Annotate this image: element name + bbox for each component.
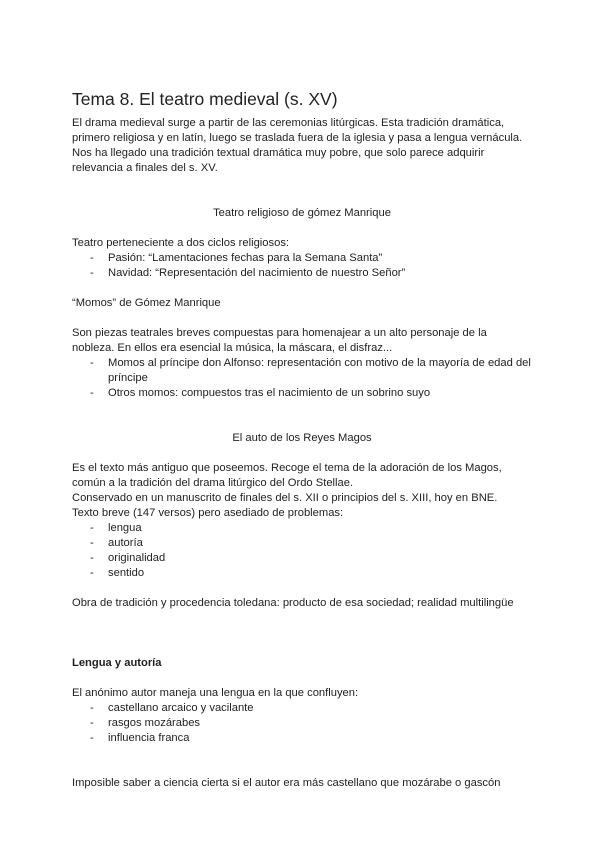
list-item: - rasgos mozárabes	[90, 717, 201, 729]
section-heading-lengua: Lengua y autoría	[72, 657, 162, 669]
list-item: - originalidad	[90, 552, 166, 564]
momos-lead: Son piezas teatrales breves compuestas para homenajear a un alto personaje de la nobleza. En ellos era esencial la música, la máscara, el disfraz...	[72, 327, 487, 354]
list-item: - influencia franca	[90, 732, 190, 744]
list-item: - Navidad: “Representación del nacimiento de nuestro Señor”	[90, 267, 406, 279]
momos-list	[72, 356, 532, 401]
section-heading-auto: El auto de los Reyes Magos	[232, 432, 372, 444]
lengua-lead: El anónimo autor maneja una lengua en la que confluyen:	[72, 687, 359, 699]
religioso-lead: Teatro perteneciente a dos ciclos religiosos:	[72, 237, 290, 249]
lengua-closing: Imposible saber a ciencia cierta si el autor era más castellano que mozárabe o gascón	[72, 777, 501, 789]
intro-paragraph: El drama medieval surge a partir de las ceremonias litúrgicas. Esta tradición dramática, primero religiosa y en latín, luego se traslada fuera de la iglesia y pasa a lengua vernácula. Nos ha llegado una tradición textual dramática muy pobre, que solo parece adquirir relevancia a finales del s. XV.	[72, 117, 523, 174]
list-item: - autoría	[90, 537, 143, 549]
auto-paragraph-3: Texto breve (147 versos) pero asediado de problemas:	[72, 507, 344, 519]
list-item: - castellano arcaico y vacilante	[90, 702, 254, 714]
list-item: - Pasión: “Lamentaciones fechas para la Semana Santa”	[90, 252, 383, 264]
list-item: - lengua	[90, 522, 142, 534]
religioso-list	[72, 251, 532, 281]
list-item: - Momos al príncipe don Alfonso: representación con motivo de la mayoría de edad del príncipe	[90, 357, 531, 384]
document-page	[72, 88, 532, 791]
momos-heading: “Momos” de Gómez Manrique	[72, 297, 221, 309]
lengua-list	[72, 701, 532, 746]
auto-problems-list	[72, 521, 532, 581]
section-heading-religioso: Teatro religioso de gómez Manrique	[213, 207, 391, 219]
list-item: - sentido	[90, 567, 145, 579]
page-title: Tema 8. El teatro medieval (s. XV)	[72, 89, 338, 109]
auto-closing: Obra de tradición y procedencia toledana: producto de esa sociedad; realidad multilingüe	[72, 597, 514, 609]
auto-paragraph-2: Conservado en un manuscrito de finales del s. XII o principios del s. XIII, hoy en BNE.	[72, 492, 498, 504]
list-item: - Otros momos: compuestos tras el nacimiento de un sobrino suyo	[90, 387, 431, 399]
auto-paragraph-1: Es el texto más antiguo que poseemos. Recoge el tema de la adoración de los Magos, común a la tradición del drama litúrgico del Ordo Stellae.	[72, 462, 502, 489]
